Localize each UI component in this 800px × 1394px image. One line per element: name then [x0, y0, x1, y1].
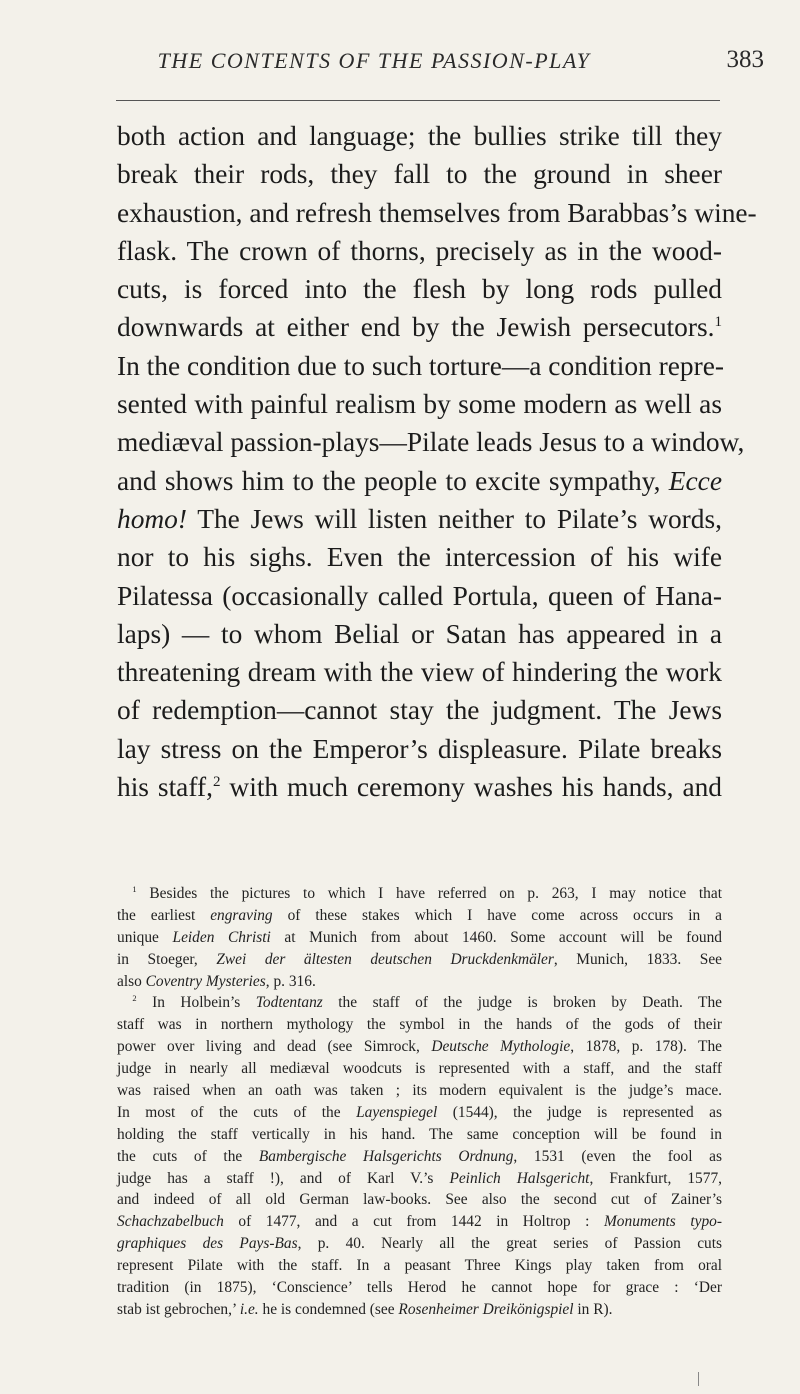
- fn-line: tradition (in 1875), ‘Conscience’ tells Herod he cannot hope for grace : ‘Der: [117, 1279, 722, 1297]
- text-line: mediæval passion-plays—Pilate leads Jesus to a window,: [117, 427, 745, 458]
- fn-text: , Munich, 1833. See: [553, 950, 722, 968]
- fn-text: the earliest: [117, 906, 196, 924]
- text-line: lay stress on the Emperor’s displeasure. Pilate breaks: [117, 733, 722, 764]
- text-line: nor to his sighs. Even the intercession of his wife: [117, 542, 722, 573]
- text-line: cuts, is forced into the flesh by long rods pulled: [117, 274, 722, 305]
- fn-line: [117, 1146, 722, 1168]
- fn-emphasis: engraving: [210, 906, 273, 924]
- text-segment: his staff,: [117, 772, 213, 803]
- fn-text: of 1477, and a cut from 1442 in Holtrop :: [238, 1213, 590, 1231]
- fn-line: [117, 1102, 722, 1124]
- header-rule: [116, 100, 720, 101]
- fn-line: staff was in northern mythology the symbol in the hands of the gods of their: [117, 1016, 722, 1034]
- fn-text: , 1878, p. 178). The: [570, 1038, 722, 1056]
- text-line: [117, 462, 722, 500]
- text-line: sented with painful realism by some modern as well as: [117, 389, 722, 420]
- fn-line: [117, 927, 722, 949]
- text-segment: The Jews will listen neither to Pilate’s words,: [197, 503, 722, 534]
- fn-line: [117, 1036, 722, 1058]
- fn-text: judge has a staff !), and of Karl V.’s: [117, 1169, 434, 1187]
- fn-text: stab ist gebrochen,’: [117, 1300, 236, 1318]
- text-line: flask. The crown of thorns, precisely as in the wood-: [117, 235, 722, 266]
- fn-emphasis: Leiden Christi: [172, 928, 271, 946]
- text-line: break their rods, they fall to the ground in sheer: [117, 159, 722, 190]
- text-line: [117, 500, 722, 538]
- fn-text: in Stoeger,: [117, 950, 198, 968]
- fn-text: , 1531 (even the fool as: [513, 1147, 722, 1165]
- footnote-1: [117, 883, 722, 905]
- fn-text: unique: [117, 928, 159, 946]
- fn-text: , p. 40. Nearly all the great series of Passion cuts: [297, 1235, 722, 1253]
- fn-line: and indeed of all old German law-books. See also the second cut of Zainer’s: [117, 1191, 722, 1209]
- fn-line: [117, 1299, 722, 1321]
- fn-line: [117, 971, 722, 993]
- fn-emphasis: Layenspiegel: [356, 1103, 438, 1121]
- text-line: [117, 308, 722, 346]
- fn-text: also: [117, 972, 142, 990]
- fn-emphasis: Coventry Mysteries: [145, 972, 266, 990]
- page-number: 383: [726, 46, 764, 73]
- fn-emphasis: Deutsche Mythologie: [431, 1038, 571, 1056]
- footnotes: [117, 883, 722, 1321]
- fn-text: in R).: [577, 1300, 613, 1318]
- fn-text: (1544), the judge is represented as: [452, 1103, 722, 1121]
- text-line: threatening dream with the view of hindering the work: [117, 657, 722, 688]
- fn-emphasis: Peinlich Halsgericht: [449, 1169, 590, 1187]
- footnote-ref-1[interactable]: 1: [714, 314, 722, 331]
- fn-emphasis: Bambergische Halsgerichts Ordnung: [258, 1147, 514, 1165]
- fn-line: [117, 1211, 722, 1233]
- text-line: both action and language; the bullies strike till they: [117, 121, 722, 151]
- fn-line: judge in nearly all mediæval woodcuts is represented with a staff, and the staff: [117, 1060, 722, 1078]
- fn-text: In most of the cuts of the: [117, 1103, 341, 1121]
- text-segment: with much ceremony washes his hands, and: [229, 772, 722, 803]
- text-line: of redemption—cannot stay the judgment. The Jews: [117, 695, 722, 726]
- fn-line: [117, 1168, 722, 1190]
- running-title: THE CONTENTS OF THE PASSION-PLAY: [157, 48, 591, 73]
- footnote-mark-2: 2: [132, 993, 137, 1004]
- footnote-mark-1: 1: [132, 883, 137, 894]
- fn-text: at Munich from about 1460. Some account will be found: [284, 928, 722, 946]
- fn-line: represent Pilate with the staff. In a peasant Three Kings play taken from oral: [117, 1257, 722, 1275]
- fn-line: holding the staff vertically in his hand. The same conception will be found in: [117, 1125, 722, 1143]
- fn-text: , Frankfurt, 1577,: [589, 1169, 722, 1187]
- fn-emphasis: Schachzabelbuch: [117, 1213, 224, 1231]
- fn-emphasis: Todtentanz: [255, 994, 323, 1012]
- fn-line: [117, 905, 722, 927]
- emphasis-ecce: Ecce: [668, 465, 722, 496]
- fn-text: Besides the pictures to which I have referred on p. 263, I may notice that: [149, 885, 722, 902]
- footnote-2: [117, 992, 722, 1014]
- emphasis-homo: homo!: [117, 503, 187, 534]
- running-head: [84, 38, 774, 88]
- text-line: Pilatessa (occasionally called Portula, queen of Hana-: [117, 580, 722, 611]
- main-paragraph: [117, 117, 757, 806]
- fn-text: , p. 316.: [265, 972, 316, 990]
- fn-text: of these stakes which I have come across occurs in a: [287, 906, 722, 924]
- fn-line: [117, 1233, 722, 1255]
- text-segment: downwards at either end by the Jewish persecutors.: [117, 312, 715, 343]
- text-line: exhaustion, and refresh themselves from Barabbas’s wine-: [117, 197, 757, 228]
- text-line: In the condition due to such torture—a condition repre-: [117, 350, 724, 381]
- text-line: laps) — to whom Belial or Satan has appeared in a: [117, 618, 722, 649]
- fn-text: In Holbein’s: [152, 994, 241, 1012]
- fn-emphasis: Monuments typo-: [603, 1213, 722, 1231]
- text-segment: and shows him to the people to excite sympathy,: [117, 465, 661, 496]
- fn-text: the staff of the judge is broken by Death. The: [338, 994, 722, 1012]
- fn-text: he is condemned (see: [262, 1300, 395, 1318]
- fn-emphasis: Rosenheimer Dreikönigspiel: [398, 1300, 574, 1318]
- fn-text: the cuts of the: [117, 1147, 243, 1165]
- text-line: [117, 768, 722, 806]
- fn-line: was raised when an oath was taken ; its modern equivalent is the judge’s mace.: [117, 1082, 722, 1100]
- footnote-ref-2[interactable]: 2: [212, 773, 221, 790]
- fn-text: power over living and dead (see Simrock,: [117, 1038, 420, 1056]
- fn-line: [117, 949, 722, 971]
- fn-emphasis: Zwei der ältesten deutschen Druckdenkmäler: [216, 950, 554, 968]
- fn-emphasis: graphiques des Pays-Bas: [117, 1235, 298, 1253]
- margin-mark: [698, 1372, 699, 1386]
- fn-emphasis: i.e.: [239, 1300, 259, 1318]
